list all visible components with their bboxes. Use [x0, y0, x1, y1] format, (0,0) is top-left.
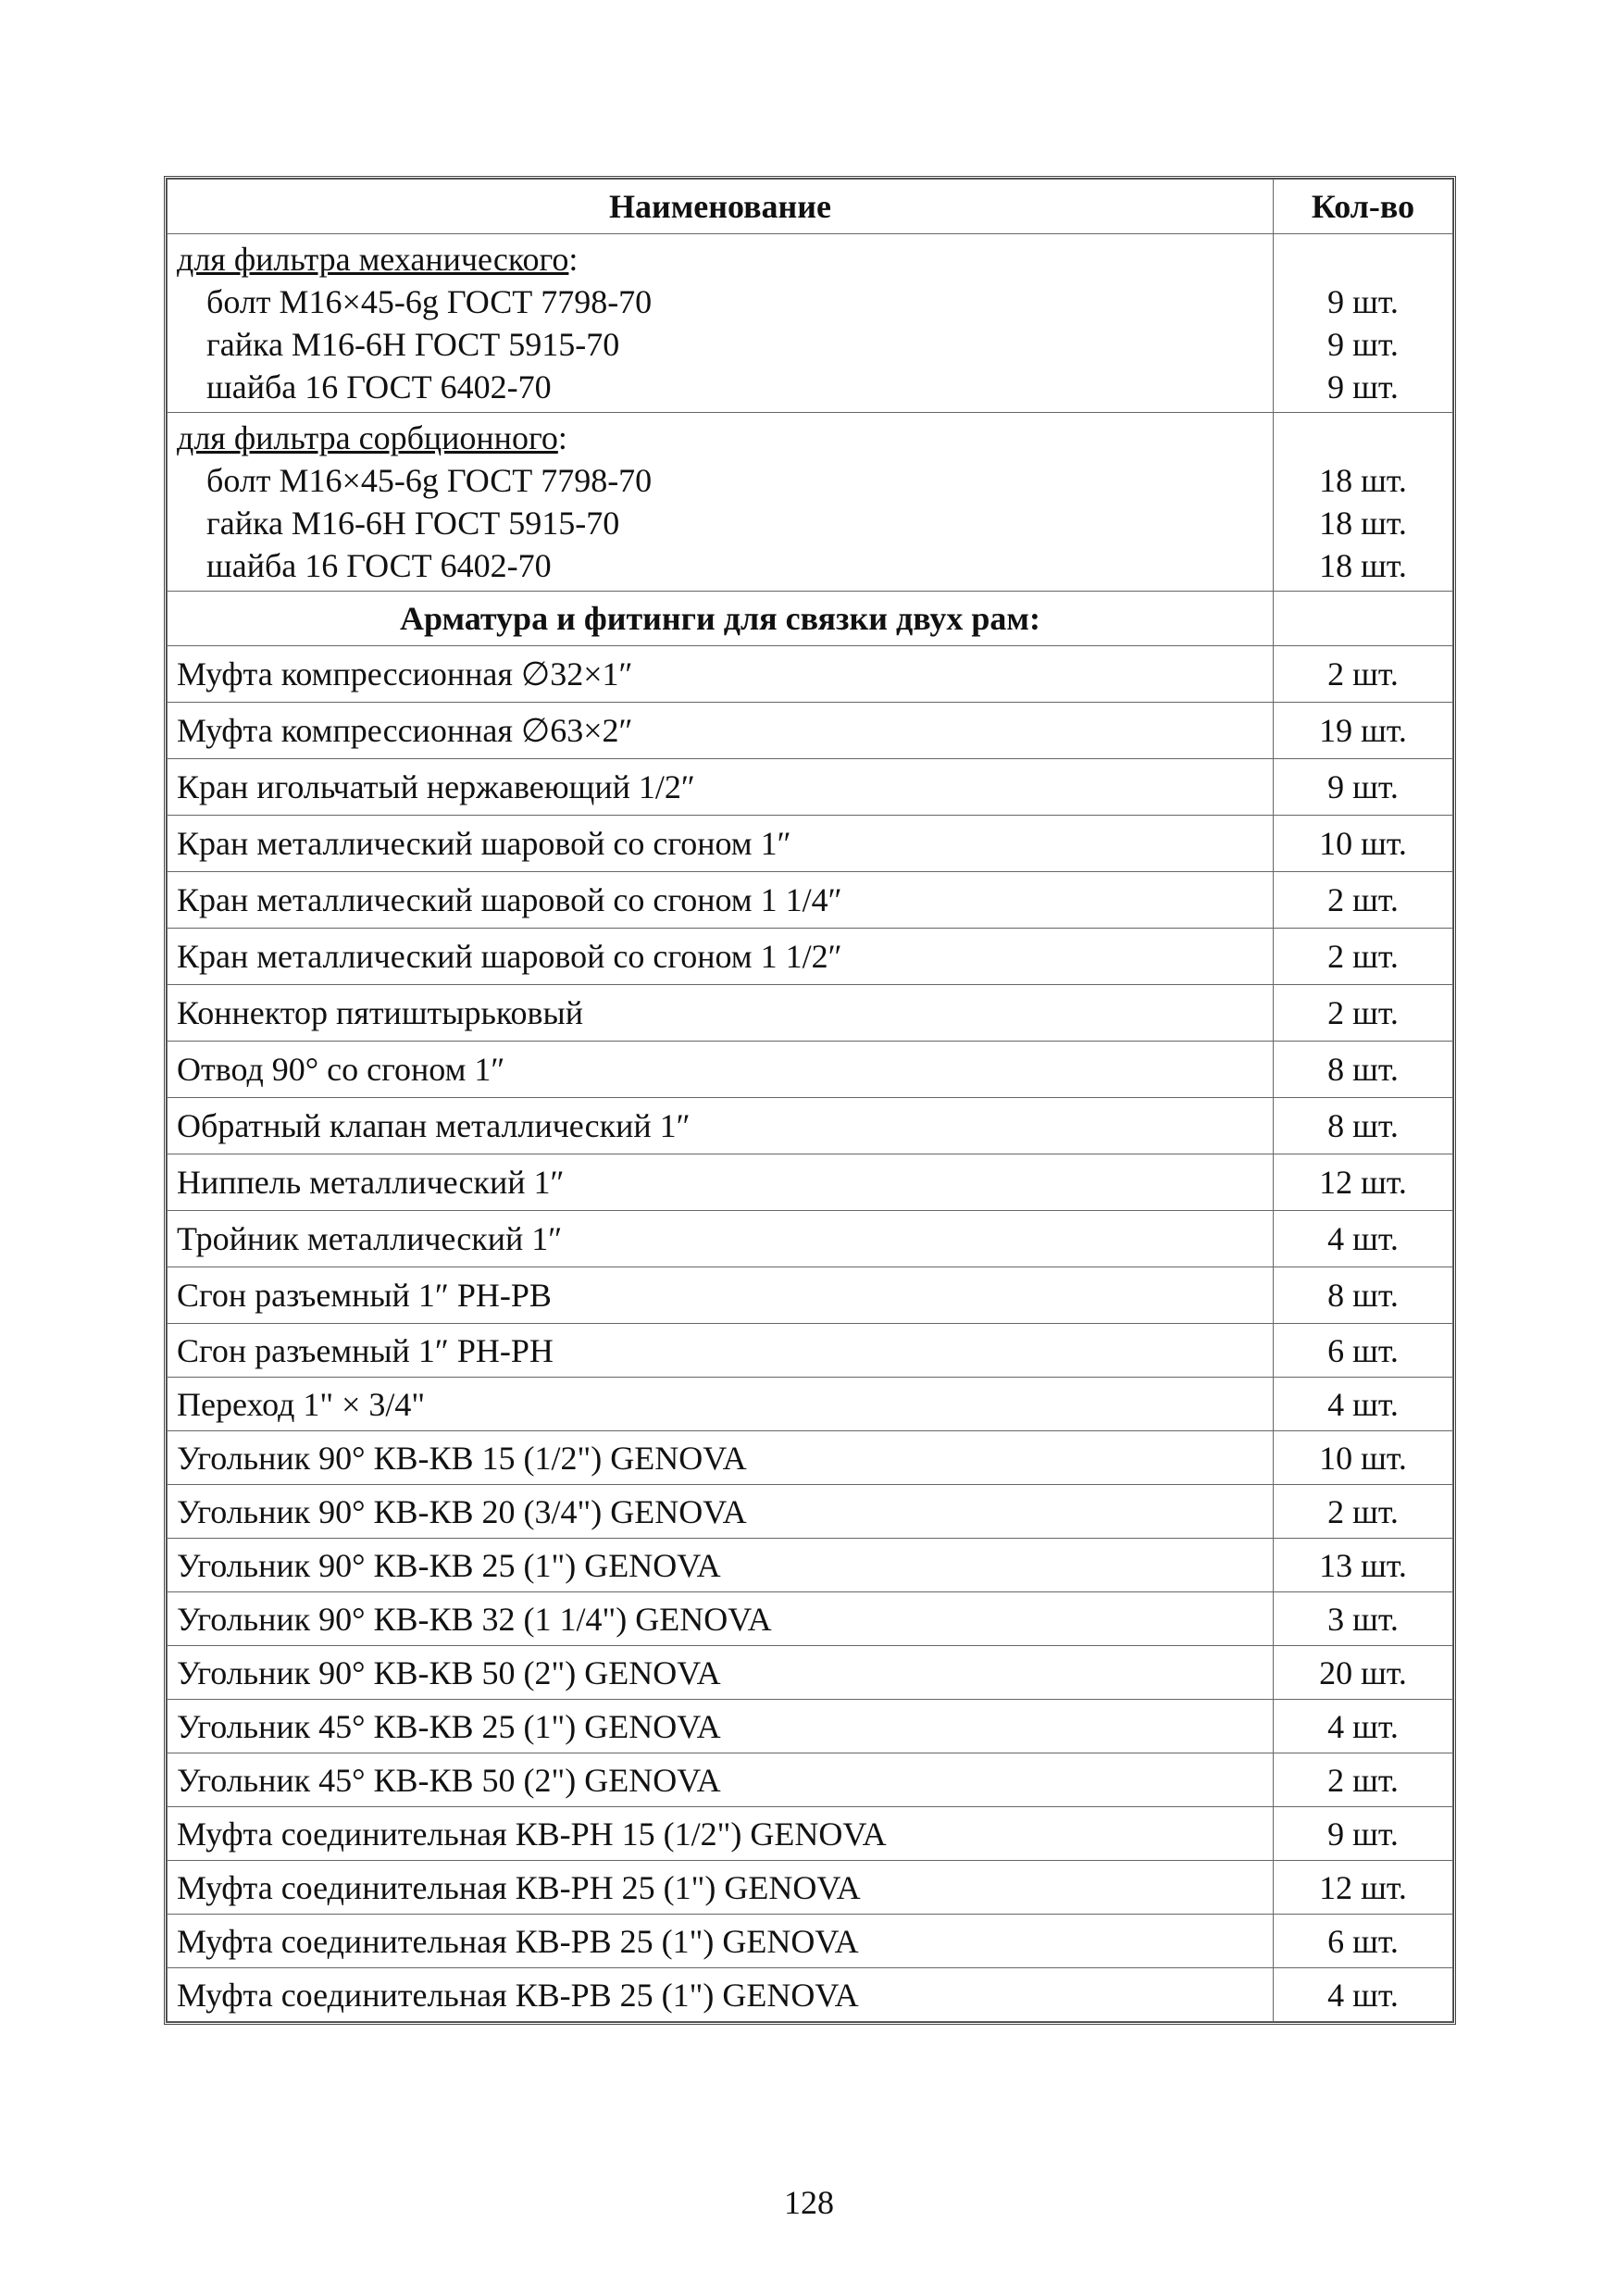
group-item-name: гайка М16-6Н ГОСТ 5915-70 [206, 505, 620, 542]
header-name: Наименование [168, 180, 1274, 234]
group-item-qty: 9 шт. [1327, 368, 1399, 406]
item-name: Тройник металлический 1″ [168, 1211, 1274, 1267]
page-number: 128 [784, 2184, 834, 2221]
header-qty: Кол-во [1274, 180, 1453, 234]
table-row [168, 1431, 1453, 1485]
item-qty: 9 шт. [1274, 1807, 1453, 1861]
table-row [168, 1154, 1453, 1211]
table-row [168, 759, 1453, 816]
item-name: Отвод 90° со сгоном 1″ [168, 1042, 1274, 1098]
item-qty: 2 шт. [1274, 1753, 1453, 1807]
section-title-qty-cell [1274, 592, 1453, 646]
section-title-row [168, 592, 1453, 646]
parts-table-body [168, 180, 1453, 2022]
item-name: Сгон разъемный 1″ РН-РВ [168, 1267, 1274, 1324]
table-row [168, 1592, 1453, 1646]
group-item-name: гайка М16-6Н ГОСТ 5915-70 [206, 326, 620, 363]
item-qty: 4 шт. [1274, 1378, 1453, 1431]
table-row [168, 646, 1453, 703]
group-title: для фильтра сорбционного: [177, 419, 567, 456]
table-row [168, 703, 1453, 759]
table-row [168, 1861, 1453, 1915]
item-name: Муфта соединительная КВ-РВ 25 (1") GENOVA [168, 1915, 1274, 1968]
group-item-qty: 18 шт. [1319, 547, 1407, 584]
parts-table [164, 176, 1456, 2025]
group-name-cell [168, 234, 1274, 413]
item-name: Муфта соединительная КВ-РН 15 (1/2") GENOVA [168, 1807, 1274, 1861]
table-row [168, 985, 1453, 1042]
item-name: Муфта соединительная КВ-РВ 25 (1") GENOVA [168, 1968, 1274, 2022]
item-qty: 20 шт. [1274, 1646, 1453, 1700]
item-qty: 2 шт. [1274, 985, 1453, 1042]
item-name: Кран металлический шаровой со сгоном 1″ [168, 816, 1274, 872]
table-row [168, 1324, 1453, 1378]
group-title: для фильтра механического: [177, 241, 579, 278]
parts-table-grid [167, 179, 1453, 2022]
table-header-row [168, 180, 1453, 234]
group-qty-cell [1274, 234, 1453, 413]
table-row [168, 1539, 1453, 1592]
group-item-name: шайба 16 ГОСТ 6402-70 [206, 547, 552, 584]
table-row [168, 1807, 1453, 1861]
table-row [168, 1211, 1453, 1267]
table-row [168, 816, 1453, 872]
table-row [168, 1267, 1453, 1324]
item-qty: 13 шт. [1274, 1539, 1453, 1592]
group-name-cell [168, 413, 1274, 592]
item-name: Муфта компрессионная ∅32×1″ [168, 646, 1274, 703]
group-item-qty: 18 шт. [1319, 462, 1407, 499]
item-qty: 10 шт. [1274, 1431, 1453, 1485]
item-qty: 8 шт. [1274, 1042, 1453, 1098]
group-item-qty: 9 шт. [1327, 283, 1399, 320]
item-qty: 2 шт. [1274, 929, 1453, 985]
item-qty: 3 шт. [1274, 1592, 1453, 1646]
group-item-name: болт М16×45-6g ГОСТ 7798-70 [206, 462, 653, 499]
item-name: Угольник 45° КВ-КВ 50 (2") GENOVA [168, 1753, 1274, 1807]
item-qty: 2 шт. [1274, 872, 1453, 929]
item-qty: 9 шт. [1274, 759, 1453, 816]
item-name: Угольник 90° КВ-КВ 32 (1 1/4") GENOVA [168, 1592, 1274, 1646]
item-name: Ниппель металлический 1″ [168, 1154, 1274, 1211]
item-name: Переход 1" × 3/4" [168, 1378, 1274, 1431]
table-row [168, 1915, 1453, 1968]
item-name: Обратный клапан металлический 1″ [168, 1098, 1274, 1154]
item-name: Сгон разъемный 1″ РН-РН [168, 1324, 1274, 1378]
item-name: Угольник 90° КВ-КВ 25 (1") GENOVA [168, 1539, 1274, 1592]
item-qty: 2 шт. [1274, 646, 1453, 703]
table-row [168, 1753, 1453, 1807]
item-name: Угольник 45° КВ-КВ 25 (1") GENOVA [168, 1700, 1274, 1753]
item-name: Кран металлический шаровой со сгоном 1 1/2″ [168, 929, 1274, 985]
table-row [168, 1968, 1453, 2022]
group-row [168, 413, 1453, 592]
group-item-name: шайба 16 ГОСТ 6402-70 [206, 368, 552, 406]
item-name: Угольник 90° КВ-КВ 20 (3/4") GENOVA [168, 1485, 1274, 1539]
item-qty: 8 шт. [1274, 1267, 1453, 1324]
group-item-qty: 9 шт. [1327, 326, 1399, 363]
item-name: Кран игольчатый нержавеющий 1/2″ [168, 759, 1274, 816]
table-row [168, 929, 1453, 985]
group-row [168, 234, 1453, 413]
item-qty: 10 шт. [1274, 816, 1453, 872]
section-title: Арматура и фитинги для связки двух рам: [168, 592, 1274, 646]
group-qty-cell [1274, 413, 1453, 592]
item-qty: 19 шт. [1274, 703, 1453, 759]
item-qty: 4 шт. [1274, 1968, 1453, 2022]
item-qty: 8 шт. [1274, 1098, 1453, 1154]
item-name: Угольник 90° КВ-КВ 15 (1/2") GENOVA [168, 1431, 1274, 1485]
table-row [168, 1700, 1453, 1753]
item-qty: 4 шт. [1274, 1211, 1453, 1267]
item-qty: 4 шт. [1274, 1700, 1453, 1753]
table-row [168, 1485, 1453, 1539]
group-item-name: болт М16×45-6g ГОСТ 7798-70 [206, 283, 653, 320]
group-item-qty: 18 шт. [1319, 505, 1407, 542]
item-name: Коннектор пятиштырьковый [168, 985, 1274, 1042]
item-qty: 6 шт. [1274, 1324, 1453, 1378]
item-name: Муфта компрессионная ∅63×2″ [168, 703, 1274, 759]
table-row [168, 1378, 1453, 1431]
table-row [168, 1042, 1453, 1098]
item-name: Кран металлический шаровой со сгоном 1 1/4″ [168, 872, 1274, 929]
item-qty: 6 шт. [1274, 1915, 1453, 1968]
table-row [168, 1098, 1453, 1154]
item-qty: 12 шт. [1274, 1154, 1453, 1211]
item-name: Муфта соединительная КВ-РН 25 (1") GENOVA [168, 1861, 1274, 1915]
item-qty: 2 шт. [1274, 1485, 1453, 1539]
table-row [168, 872, 1453, 929]
table-row [168, 1646, 1453, 1700]
item-qty: 12 шт. [1274, 1861, 1453, 1915]
item-name: Угольник 90° КВ-КВ 50 (2") GENOVA [168, 1646, 1274, 1700]
